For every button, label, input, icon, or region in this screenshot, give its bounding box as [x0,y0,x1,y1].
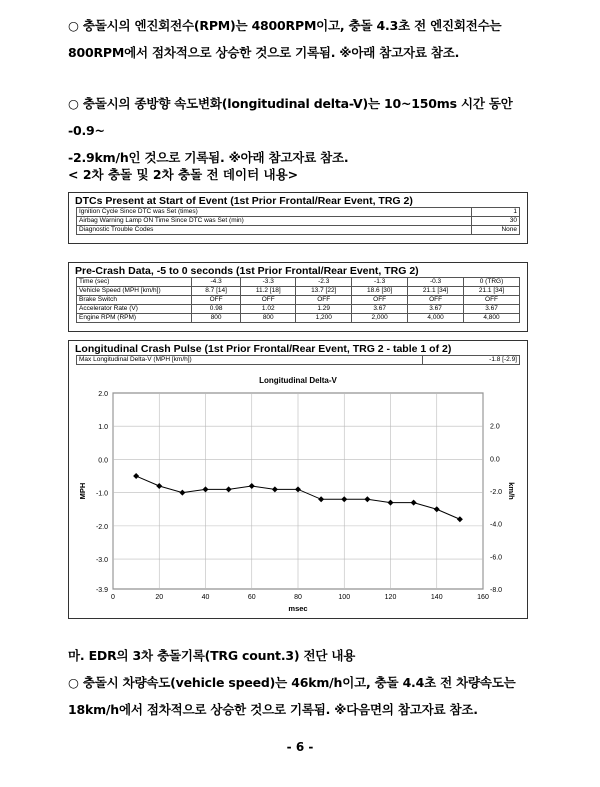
table-cell: 4,800 [464,314,520,323]
x-tick-label: 120 [384,594,397,601]
table-cell: Vehicle Speed (MPH [km/h]) [77,287,192,296]
table-cell: OFF [352,296,408,305]
table-cell: 1.02 [241,305,296,314]
table-cell: None [472,226,520,235]
paragraph-line: 18km/h에서 점차적으로 상승한 것으로 기록됨. ※다음면의 참고자료 참조. [68,702,478,717]
crash-pulse-panel [68,340,528,619]
page-number: - 6 - [286,740,314,754]
y-tick-label: -1.0 [95,490,108,498]
table-cell: -1.8 [-2.9] [423,356,520,365]
table-cell: 800 [192,314,241,323]
table-row [77,356,520,365]
x-tick-label: 160 [477,594,489,601]
section-ma-heading: 마. EDR의 3차 충돌기록(TRG count.3) 전단 내용 [68,648,356,663]
chart-title: Longitudinal Delta-V [259,376,337,385]
table-cell: -2.3 [296,278,352,287]
y-axis-label: MPH [78,482,87,500]
table-cell: OFF [192,296,241,305]
table-cell: Brake Switch [77,296,192,305]
table-cell: 2,000 [352,314,408,323]
table-row [77,314,520,323]
paragraph-section-ma [68,642,538,723]
table-cell: 18.6 [30] [352,287,408,296]
table-cell: -1.3 [352,278,408,287]
y2-tick-label: -2.0 [490,489,503,496]
y-tick-label: -3.9 [95,587,108,594]
y2-tick-label: -8.0 [490,587,503,594]
precrash-title: Pre-Crash Data, -5 to 0 seconds (1st Prior Frontal/Rear Event, TRG 2) [75,265,419,277]
table-cell: 1 [472,208,520,217]
table-cell: 1.29 [296,305,352,314]
table-cell: -4.3 [192,278,241,287]
table-row [77,305,520,314]
paragraph-delta-v [68,90,538,171]
table-cell: -3.3 [241,278,296,287]
table-cell: 3.67 [408,305,464,314]
dtc-panel [68,192,528,244]
dtc-table [76,207,520,235]
max-delta-table [76,355,520,365]
table-row [77,296,520,305]
x-tick-label: 80 [294,594,302,601]
paragraph-engine-rpm [68,12,538,66]
y2-tick-label: 0.0 [490,456,500,464]
table-cell: OFF [408,296,464,305]
table-row [77,278,520,287]
table-cell: 0.98 [192,305,241,314]
x-axis-label: msec [288,604,308,613]
paragraph-line: -2.9km/h인 것으로 기록됨. ※아래 참고자료 참조. [68,150,349,165]
y-tick-label: 0.0 [98,457,108,465]
table-cell: 800 [241,314,296,323]
x-tick-label: 60 [247,594,256,601]
table-cell: 11.2 [18] [241,287,296,296]
table-row [77,208,520,217]
y2-axis-label: km/h [507,482,516,500]
x-tick-label: 40 [201,594,210,601]
x-tick-label: 100 [338,594,351,601]
y-tick-label: 1.0 [98,424,108,432]
table-cell: OFF [241,296,296,305]
table-cell: 0 (TRG) [464,278,520,287]
table-cell: OFF [296,296,352,305]
table-cell: Max Longitudinal Delta-V (MPH [km/h]) [77,356,423,365]
dtc-title: DTCs Present at Start of Event (1st Prior Frontal/Rear Event, TRG 2) [75,195,413,207]
precrash-table [76,277,520,323]
table-cell: 4,000 [408,314,464,323]
x-tick-label: 0 [111,594,115,601]
paragraph-line: 800RPM에서 점차적으로 상승한 것으로 기록됨. ※아래 참고자료 참조. [68,45,460,60]
table-cell: Accelerator Rate (V) [77,305,192,314]
table-row [77,287,520,296]
section-heading: < 2차 충돌 및 2차 충돌 전 데이터 내용> [68,167,299,182]
y2-tick-label: -4.0 [490,521,503,529]
table-cell: OFF [464,296,520,305]
delta-v-chart [69,371,525,616]
y2-tick-label: -6.0 [490,554,503,562]
table-cell: 13.7 [22] [296,287,352,296]
table-cell: Ignition Cycle Since DTC was Set (times) [77,208,472,217]
crash-pulse-title: Longitudinal Crash Pulse (1st Prior Frontal/Rear Event, TRG 2 - table 1 of 2) [75,343,452,355]
paragraph-line: ○ 충돌시 차량속도(vehicle speed)는 46km/h이고, 충돌 4.4초 전 차량속도는 [68,675,516,690]
y-tick-label: -2.0 [95,523,108,531]
table-cell: Airbag Warning Lamp ON Time Since DTC was Set (min) [77,217,472,226]
y-tick-label: -3.0 [95,557,108,565]
table-cell: 3.67 [464,305,520,314]
table-cell: 1,200 [296,314,352,323]
table-cell: -0.3 [408,278,464,287]
table-cell: 8.7 [14] [192,287,241,296]
y2-tick-label: 2.0 [490,423,500,431]
table-cell: 21.1 [34] [464,287,520,296]
table-row [77,217,520,226]
table-cell: Time (sec) [77,278,192,287]
x-tick-label: 20 [155,594,164,601]
x-tick-label: 140 [430,594,443,601]
table-cell: Engine RPM (RPM) [77,314,192,323]
paragraph-line: ○ 충돌시의 종방향 속도변화(longitudinal delta-V)는 10~150ms 시간 동안 -0.9~ [68,96,513,138]
precrash-panel [68,262,528,332]
table-row [77,226,520,235]
table-cell: 21.1 [34] [408,287,464,296]
paragraph-line: ○ 충돌시의 엔진회전수(RPM)는 4800RPM이고, 충돌 4.3초 전 엔진회전수는 [68,18,502,33]
table-cell: Diagnostic Trouble Codes [77,226,472,235]
y-tick-label: 2.0 [98,391,108,398]
table-cell: 3.67 [352,305,408,314]
table-cell: 30 [472,217,520,226]
